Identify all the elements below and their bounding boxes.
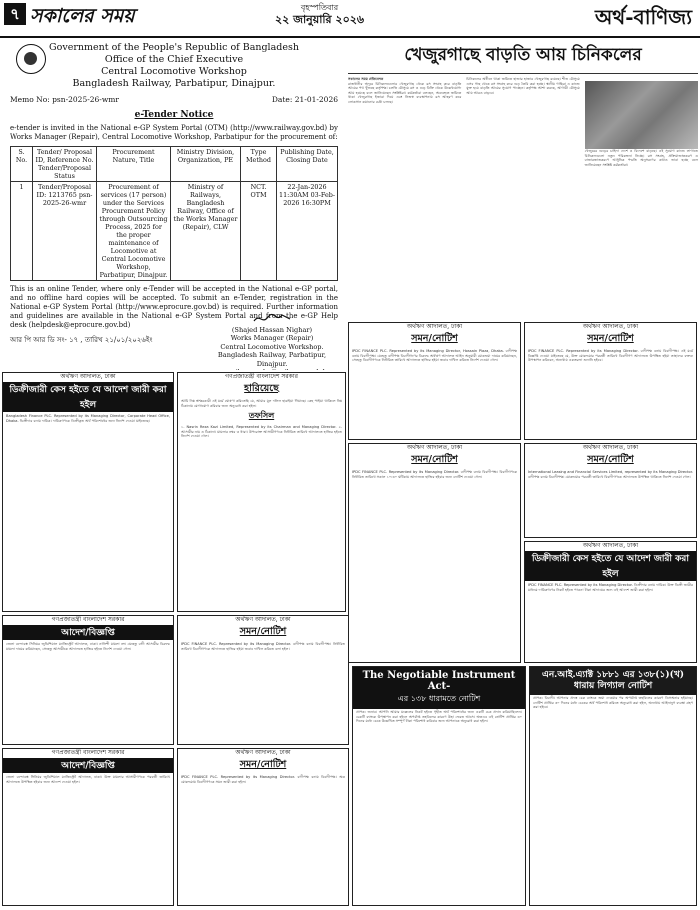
court-order-notice <box>2 748 174 906</box>
notice-court: অর্থঋণ আদালত, ঢাকা <box>60 373 116 380</box>
negotiable-instrument-notice <box>352 666 526 906</box>
legal-notice <box>529 666 697 906</box>
notice-court: অর্থঋণ আদালত, ঢাকা <box>582 323 639 330</box>
notice-title: সমন/নোটিশ <box>178 758 348 773</box>
notice-court: অর্থঋণ আদালত, ঢাকা <box>582 542 639 549</box>
page-number: ৭ <box>4 3 26 25</box>
notice-title: সমন/নোটিশ <box>349 453 520 468</box>
summons-notice <box>177 615 349 745</box>
signature-block <box>202 311 342 370</box>
notice-header-line: Government of the People's Republic of Bangladesh <box>49 42 299 53</box>
article-byline: সকালের সময় প্রতিবেদক <box>348 77 384 81</box>
notice-body: IPDC FINANCE PLC. Represented by its Managing Director, Hossain Plaza, Dhaka. বাদীপক্ষ বনাম বিবাদীপক্ষ। যেহেতু বাদীপক্ষ বিবাদীগণের বিরুদ্ধে অর্থঋণ আদালত আইন অনুযায়ী মোকদ্দমা দায়ের করিয়াছেন, সেহেতু বিবাদীগণকে নির্ধারিত তারিখে আদালতে হাজির হইয়া জবাব দাখিল করিতে নির্দেশ দেওয়া গেল। <box>352 349 517 363</box>
summons-notice <box>348 322 521 440</box>
table-cell: 1 <box>11 182 33 281</box>
legal-notice-body: প্রাপক: বিবাদী। আপনার প্রদত্ত চেক ব্যাংকে জমা দেওয়ার পর অপর্যাপ্ত তহবিলের কারণে ডিসঅনার হইয়াছে। নোটিশ প্রাপ্তির ৩০ দিনের মধ্যে চেকের অর্থ পরিশোধ করিতে অনুরোধ করা হইল, অন্যথায় আইনানুগ ব্যবস্থা গ্রহণ করা হইবে। <box>533 696 693 710</box>
nia-subtitle: এর ১৩৮ ধারামতে নোটিশ <box>353 693 525 709</box>
notice-office: গণপ্রজাতন্ত্রী বাংলাদেশ সরকার <box>51 616 125 623</box>
notice-body: আমি নিম্ন স্বাক্ষরকারী এই মর্মে ঘোষণা করিতেছি যে, আমার মূল দলিল হারাইয়া গিয়াছে। কেহ পাইয়া থাকিলে নিম্ন ঠিকানায় যোগাযোগ করিবার জন্য অনুরোধ করা হইল। <box>181 399 342 408</box>
notice-header-line: Bangladesh Railway, Parbatipur, Dinajpur. <box>72 78 276 89</box>
notice-title: আদেশ/বিজ্ঞপ্তি <box>3 758 173 773</box>
issue-date-text: ২২ জানুয়ারি ২০২৬ <box>275 13 365 26</box>
notice-office: গণপ্রজাতন্ত্রী বাংলাদেশ সরকার <box>225 373 298 380</box>
nia-body: প্রাপক: জনাব। আপনি আমার মক্কেলের নিকট হইতে গৃহীত অর্থ পরিশোধের জন্য একটি চেক প্রদান করিয়াছিলেন। চেকটি ব্যাংকে উপস্থাপন করা হইলে অপর্যাপ্ত তহবিলের কারণে উহা ফেরত আসে। অতএব এই নোটিশ প্রাপ্তির ৩০ দিনের মধ্যে চেকে উল্লেখিত সম্পূর্ণ টাকা পরিশোধ করিবার জন্য আপনাকে অনুরোধ করা হইল। <box>356 710 522 724</box>
notice-office: গণপ্রজাতন্ত্রী বাংলাদেশ সরকার <box>51 749 125 756</box>
decree-notice <box>2 372 174 612</box>
memo-number: Memo No: psn-2025-26-wmr <box>10 95 119 104</box>
table-header-row <box>11 147 338 182</box>
signatory-line: Central Locomotive Workshop. <box>220 342 324 351</box>
notice-title: ডিক্রীজারী কেস হইতে যে আদেশ জারী করা হইল <box>525 551 696 581</box>
notice-body: Bangladesh Finance PLC. Represented by its Managing Director, Corporate Head Office, Dhaka. ডিক্রীদার বনাম দায়িক। দায়িকগণকে ডিক্রীকৃত অর্থ পরিশোধের জন্য নির্দেশ দেওয়া যাইতেছে। <box>6 414 170 423</box>
government-seal-icon <box>16 44 46 74</box>
notice-body: IPDC FINANCE PLC. Represented by its Managing Director. বাদীপক্ষ বনাম বিবাদীপক্ষ। অত্র মোকদ্দমায় বিবাদীগণকে সমন জারী করা হইল। <box>181 775 345 784</box>
table-cell: NCT. OTM <box>241 182 277 281</box>
article-text: রাজধানীর অদূরে চিনিকলগুলোর খেজুরগাছ থেকে রস সংগ্রহ করে বাড়তি আয়ের পথ খুঁজছে কর্তৃপক্ষ। চলতি মৌসুমে রস ও গুড় বিক্রি থেকে উল্লেখযোগ্য আয় হয়েছে বলে জানিয়েছেন সংশ্লিষ্টরা। কর্মকর্তারা বলছেন, অব্যবহৃত জমিতে থাকা খেজুরগাছ ইজারা দিয়ে এবং নিজস্ব ব্যবস্থাপনায় রস আহরণ করে লোকসান কমানোর চেষ্টা চলছে। <box>348 81 462 104</box>
signature-icon <box>252 311 292 325</box>
article-column <box>466 77 579 167</box>
article-text: খেজুরের গুড়ের চাহিদা দেশে ও বিদেশে বাড়ছে। এই সুযোগ কাজে লাগাতে চিনিকলগুলো নতুন পরিকল্পনা নিচ্ছে। রস সংগ্রহ, প্রক্রিয়াজাতকরণ ও বাজারজাতকরণে আধুনিক পদ্ধতি অনুসরণের কথাও ভাবা হচ্ছে বলে জানিয়েছেন সংশ্লিষ্ট কর্মকর্তারা। <box>584 149 698 167</box>
notice-title: সমন/নোটিশ <box>525 453 696 468</box>
table-row <box>11 182 338 281</box>
notice-title: হারিয়েছে <box>178 382 345 397</box>
court-order-notice <box>2 615 174 745</box>
lost-notice <box>177 372 346 612</box>
table-cell: Ministry of Railways, Bangladesh Railway, Office of the Works Manager (Repair), CLW <box>171 182 241 281</box>
article-headline: খেজুরগাছে বাড়তি আয় চিনিকলের <box>348 40 698 74</box>
masthead <box>0 0 700 38</box>
memo-date: Date: 21-01-2026 <box>271 95 338 104</box>
notice-court: অর্থঋণ আদালত, ঢাকা <box>406 444 463 451</box>
notice-body: IPDC FINANCE PLC. Represented by its Managing Director. বাদীপক্ষ বনাম বিবাদীপক্ষ। নির্ধারিত তারিখে বিবাদীগণকে আদালতে হাজির হইয়া জবাব দাখিল করিতে বলা হইল। <box>181 642 345 651</box>
legal-notice-title: এন.আই.এ্যাক্ট ১৮৮১ এর ১৩৮(১)(খ) ধারায় লিগ্যাল নোটিশ <box>530 667 696 695</box>
article-text: চিনিকলের অধীনে থাকা জমিতে হাজার হাজার খেজুরগাছ রয়েছে। শীত মৌসুমে এসব গাছ থেকে রস সংগ্রহ করে গুড় তৈরি করা হচ্ছে। স্থানীয় গাছিরা এ কাজে যুক্ত হয়ে বাড়তি আয়ের সুযোগ পাচ্ছেন। কর্তৃপক্ষ আশা করছে, আগামী মৌসুমে আয় আরও বাড়বে। <box>466 77 580 95</box>
summons-notice <box>177 748 349 906</box>
notice-body: IPDC FINANCE PLC. Represented by its Managing Director. বাদীপক্ষ বনাম বিবাদীপক্ষ। এই মর্মে বিজ্ঞপ্তি দেওয়া যাইতেছে যে, উক্ত মোকদ্দমার পরবর্তী তারিখে বিবাদীগণ আদালতে উপস্থিত হইয়া তাহাদের বক্তব্য উপস্থাপন করিবেন, অন্যথায় একতরফা শুনানি হইবে। <box>528 349 693 363</box>
notice-court: অর্থঋণ আদালত, ঢাকা <box>582 444 639 451</box>
summons-notice <box>348 443 521 663</box>
notice-title: e-Tender Notice <box>134 110 214 120</box>
notice-body: জেলা বন্দোবস্ত সিনিয়র জুডিশিয়াল ম্যাজিস্ট্রেট আদালত, ঢাকা। উক্ত মামলার আসামীগণকে পরবর্তী তারিখে আদালতে উপস্থিত হইবার জন্য আদেশ দেওয়া হইল। <box>6 775 170 784</box>
signatory-name: (Shajed Hassan Nighar) <box>231 326 313 334</box>
column-header: Tender/ Proposal ID, Reference No. Tender/Proposal Status <box>33 147 97 182</box>
column-header: Publishing Date, Closing Date <box>277 147 338 182</box>
notice-reference: আর পি আর ডি সং- ১৭ , তারিখ ২১/০১/২০২৬ইং <box>10 336 153 344</box>
issue-date <box>275 2 364 26</box>
notice-court: অর্থঋণ আদালত, ঢাকা <box>235 616 291 623</box>
schedule-body: ১. Nasrin Reza Kazi Limited, Represented by its Chairman and Managing Director. ২. আসামীর নাম ও ঠিকানা। মামলার নম্বর ও ধারা। উপরোক্ত আসামীগণকে নির্ধারিত তারিখে আদালতে হাজির হইতে নির্দেশ দেওয়া গেল। <box>181 425 342 439</box>
table-cell: Procurement of services (17 person) under the Services Procurement Policy through Outsourcing Process, 2025 for the proper maintenance of Locomotive at Central Locomotive Workshop, Parbatipur, Dinajpur. <box>97 182 171 281</box>
notice-body: IPDC FINANCE PLC. Represented by its Managing Director. ডিক্রীদার বনাম দায়িক। উক্ত ডিক্রী জারীর মাধ্যমে দায়িকগণের নিকট হইতে পাওনা টাকা আদায়ের জন্য এই আদেশ জারী করা হইল। <box>528 583 693 592</box>
summons-notice <box>524 322 697 440</box>
column-header: S. No. <box>11 147 33 182</box>
newspaper-name: সকালের সময় <box>30 5 135 27</box>
notice-header-line: Central Locomotive Workshop <box>101 66 247 77</box>
notice-court: অর্থঋণ আদালত, ঢাকা <box>235 749 291 756</box>
notice-title: সমন/নোটিশ <box>349 332 520 347</box>
notice-title: আদেশ/বিজ্ঞপ্তি <box>3 625 173 640</box>
signatory-email <box>202 368 342 370</box>
tender-table <box>10 146 338 281</box>
notice-body: International Leasing and Financial Services Limited, represented by its Managing Director. বাদীপক্ষ বনাম বিবাদীপক্ষ। মোকদ্দমার পরবর্তী তারিখে বিবাদীগণকে আদালতে উপস্থিত থাকিতে নির্দেশ দেওয়া গেল। <box>528 470 693 479</box>
notice-title: সমন/নোটিশ <box>178 625 348 640</box>
notice-header <box>2 42 346 90</box>
column-header: Ministry Division, Organization, PE <box>171 147 241 182</box>
article-column <box>348 77 461 167</box>
notice-title: সমন/নোটিশ <box>525 332 696 347</box>
notice-body: IPDC FINANCE PLC. Represented by its Managing Director. বাদীপক্ষ বনাম বিবাদীপক্ষ। বিবাদীগণকে নির্ধারিত তারিখে সকাল ১০:৩০ ঘটিকায় আদালতে হাজির হইবার জন্য নোটিশ দেওয়া গেল। <box>352 470 517 479</box>
notice-intro: e-tender is invited in the National e-GP System Portal (OTM) (http://www.railway.gov.bd) by Works Manager (Repair), Central Locomotive Workshop, Parbatipur for the procurement of: <box>10 124 338 141</box>
section-name: অর্থ-বাণিজ্য <box>594 5 692 29</box>
signatory-line: Bangladesh Railway, Parbatipur, Dinajpur. <box>217 351 327 368</box>
issue-day: বৃহস্পতিবার <box>300 3 339 12</box>
article-columns <box>348 77 698 167</box>
notice-title: ডিক্রীজারী কেস হইতে যে আদেশ জারী করা হইল <box>3 382 173 412</box>
table-cell: Tender/Proposal ID: 1213765 psn-2025-26-wmr <box>33 182 97 281</box>
table-cell: 22-Jan-2026 11:30AM 03-Feb-2026 16:30PM <box>277 182 338 281</box>
column-header: Procurement Nature, Title <box>97 147 171 182</box>
summons-notice <box>524 443 697 538</box>
article-column <box>585 77 698 167</box>
memo-line <box>10 95 338 104</box>
notice-court: অর্থঋণ আদালত, ঢাকা <box>406 323 463 330</box>
e-tender-notice <box>2 40 346 370</box>
nia-title: The Negotiable Instrument Act- <box>353 667 525 693</box>
feature-article <box>348 40 698 320</box>
notice-footer-text: This is an online Tender, where only e-Tender will be accepted in the National e-GP portal, and no offline hard copies will be accepted. To submit an e-Tender, registration in the National e-GP System Portal (http://www.eprocure.gov.bd) is required. Further information and guidelines are available in the National e-GP System Portal and from the e-GP Help desk (helpdesk@eprocure.gov.bd) <box>10 285 338 329</box>
signatory-line: Works Manager (Repair) <box>230 334 314 343</box>
notice-body: জেলা বন্দোবস্ত সিনিয়র জুডিশিয়াল ম্যাজিস্ট্রেট আদালত, ঢাকা। নালিশী মামলা নং। যেহেতু বাদী আসামীর বিরুদ্ধে মামলা দায়ের করিয়াছেন, সেহেতু আসামীকে আদালতে হাজির হইতে নির্দেশ দেওয়া গেল। <box>6 642 170 651</box>
notice-header-line: Office of the Chief Executive <box>104 54 244 65</box>
decree-notice <box>524 541 697 663</box>
column-header: Type Method <box>241 147 277 182</box>
schedule-title: তফসিল <box>178 410 345 423</box>
date-palm-photo <box>585 81 698 149</box>
